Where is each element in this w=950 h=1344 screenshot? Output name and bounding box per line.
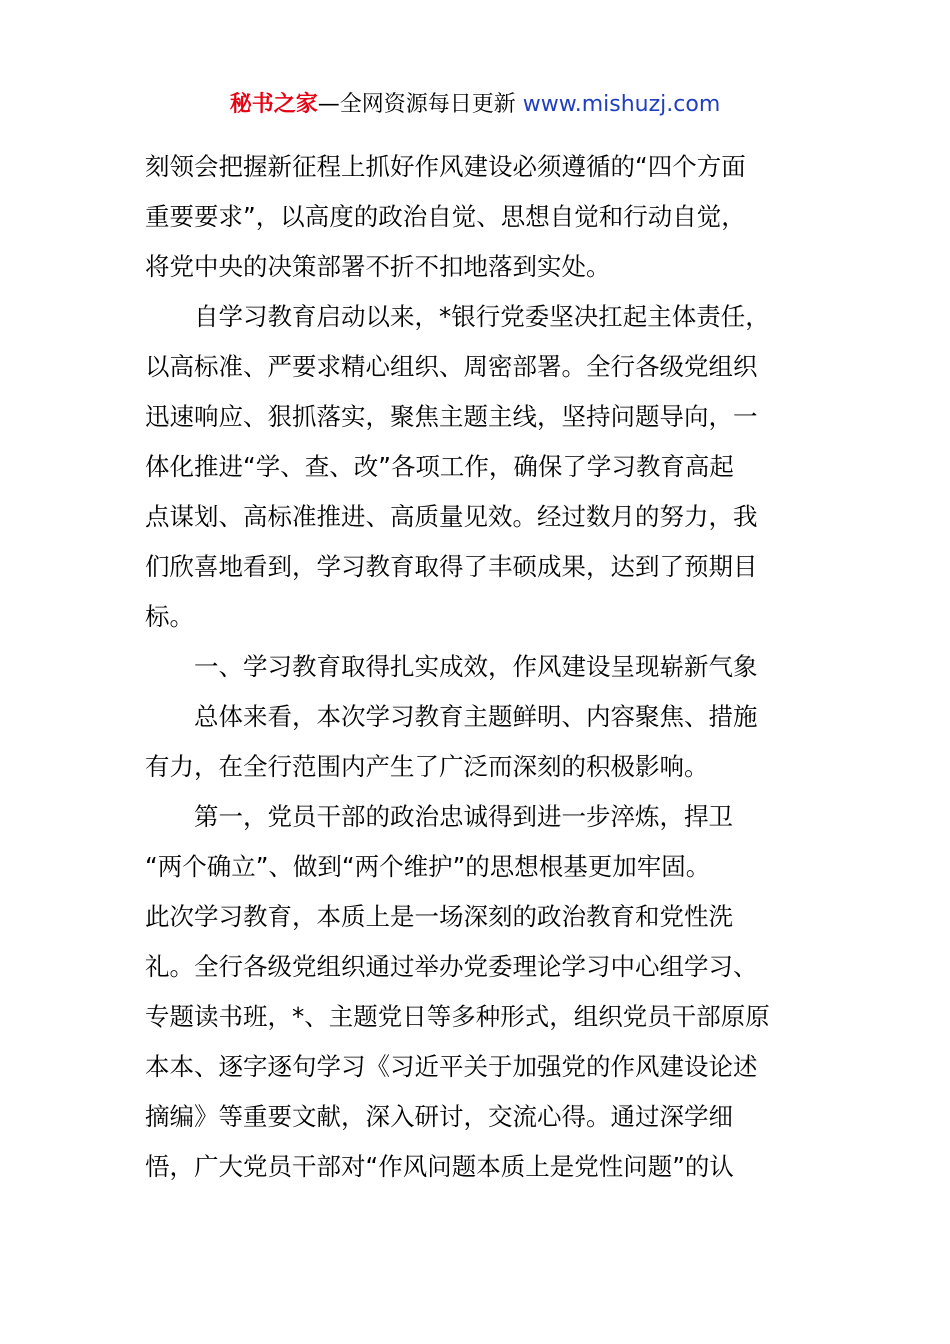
body-line: 点谋划、高标准推进、高质量见效。经过数月的努力，我 (145, 502, 758, 531)
body-line: 本本、逐字逐句学习《习近平关于加强党的作风建设论述 (145, 1052, 758, 1081)
document-body (145, 142, 813, 1192)
body-line: 悟，广大党员干部对“作风问题本质上是党性问题”的认 (145, 1152, 734, 1181)
body-line: 礼。全行各级党组织通过举办党委理论学习中心组学习、 (145, 952, 758, 981)
body-line: 体化推进“学、查、改”各项工作，确保了学习教育高起 (145, 452, 734, 481)
body-line: “两个确立”、做到“两个维护”的思想根基更加牢固。 (145, 852, 711, 881)
body-line: 们欣喜地看到，学习教育取得了丰硕成果，达到了预期目 (145, 552, 758, 581)
section-heading: 一、学习教育取得扎实成效，作风建设呈现崭新气象 (194, 652, 758, 681)
body-line: 刻领会把握新征程上抓好作风建设必须遵循的“四个方面 (145, 152, 746, 181)
header-tagline: —全网资源每日更新 (317, 92, 523, 117)
paragraph-start-line: 自学习教育启动以来，*银行党委坚决扛起主体责任， (194, 302, 770, 331)
body-line: 摘编》等重要文献，深入研讨，交流心得。通过深学细 (145, 1102, 733, 1131)
paragraph-start-line: 第一，党员干部的政治忠诚得到进一步淬炼，捍卫 (194, 802, 733, 831)
page-header (0, 88, 950, 122)
body-line: 有力，在全行范围内产生了广泛而深刻的积极影响。 (145, 752, 709, 781)
body-line: 迅速响应、狠抓落实，聚焦主题主线，坚持问题导向，一 (145, 402, 758, 431)
body-line: 专题读书班，*、主题党日等多种形式，组织党员干部原原 (145, 1002, 770, 1031)
brand-name: 秘书之家 (229, 92, 318, 117)
body-line: 标。 (145, 602, 194, 631)
body-line: 此次学习教育，本质上是一场深刻的政治教育和党性洗 (145, 902, 733, 931)
site-url-link[interactable]: www.mishuzj.com (522, 92, 721, 117)
paragraph-start-line: 总体来看，本次学习教育主题鲜明、内容聚焦、措施 (194, 702, 758, 731)
body-line: 以高标准、严要求精心组织、周密部署。全行各级党组织 (145, 352, 758, 381)
body-line: 重要要求”，以高度的政治自觉、思想自觉和行动自觉， (145, 202, 746, 231)
body-line: 将党中央的决策部署不折不扣地落到实处。 (145, 252, 611, 281)
